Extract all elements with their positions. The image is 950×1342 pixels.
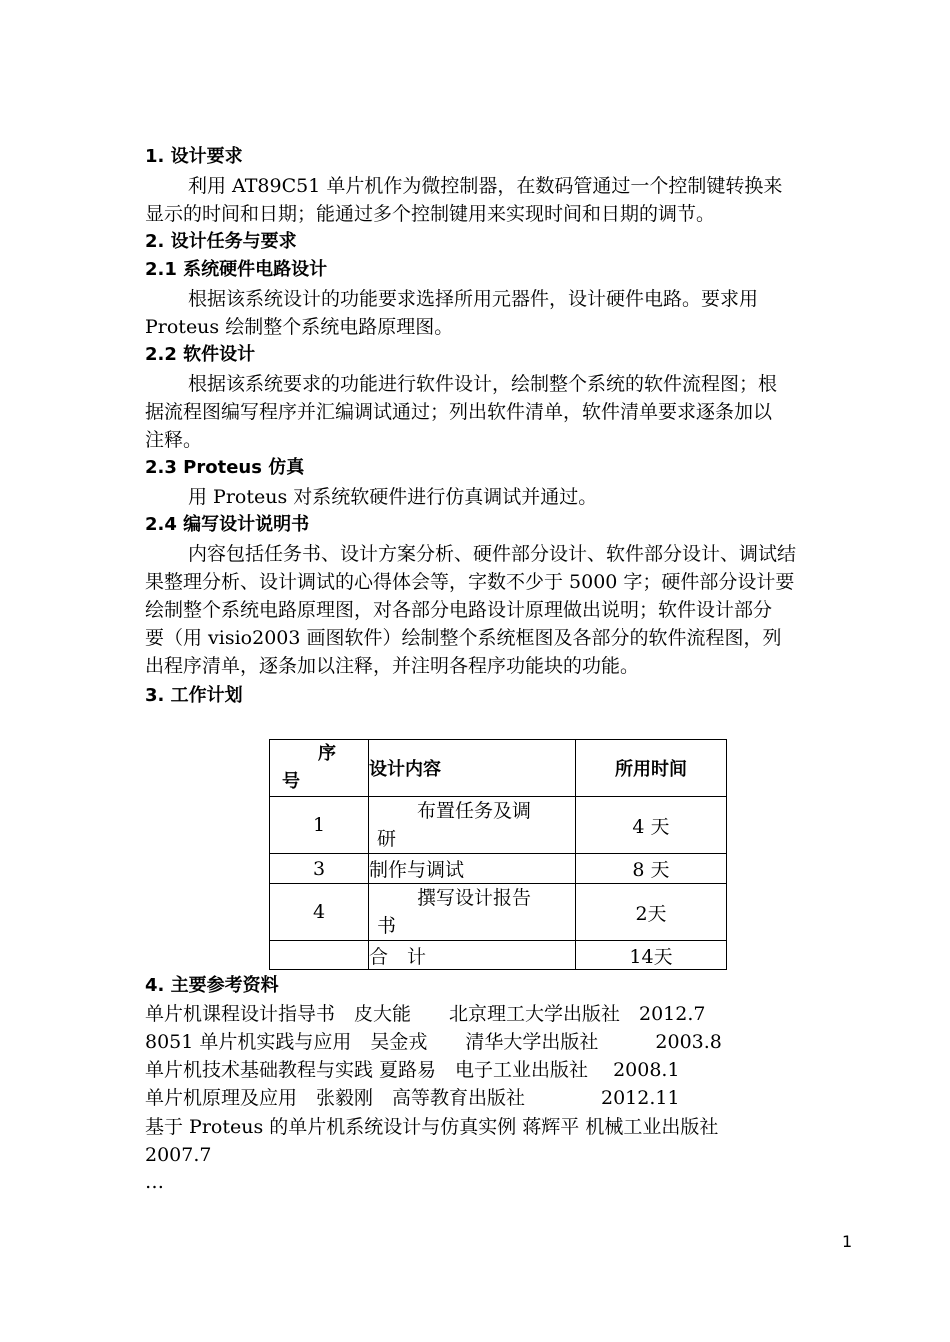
header-no-cell: [270, 740, 369, 797]
row-no-cell: 3: [270, 854, 369, 884]
reference-item: 2007.7: [145, 1144, 212, 1166]
header-no-a: 序: [318, 743, 336, 764]
row-time-cell: 2天: [576, 884, 727, 941]
s1-paragraph-line: 利用 AT89C51 单片机作为微控制器，在数码管通过一个控制键转换来: [188, 175, 783, 197]
row-no-cell: 4: [270, 884, 369, 941]
s22-paragraph-line: 据流程图编写程序并汇编调试通过；列出软件清单，软件清单要求逐条加以: [145, 401, 773, 423]
reference-item: 基于 Proteus 的单片机系统设计与仿真实例 蒋辉平 机械工业出版社: [145, 1116, 719, 1138]
reference-item: 单片机课程设计指导书 皮大能 北京理工大学出版社 2012.7: [145, 1003, 706, 1025]
reference-item: 8051 单片机实践与应用 吴金戎 清华大学出版社 2003.8: [145, 1031, 722, 1053]
s23-title: 2.3 Proteus 仿真: [145, 457, 305, 478]
row-content-a: 布置任务及调: [417, 800, 532, 822]
s1-title: 1. 设计要求: [145, 146, 243, 167]
table-total-row: [270, 941, 727, 970]
s24-paragraph-line: 果整理分析、设计调试的心得体会等，字数不少于 5000 字；硬件部分设计要: [145, 571, 795, 593]
total-label-cell: 合 计: [369, 941, 576, 970]
row-no-cell: 1: [270, 797, 369, 854]
row-time-cell: 8 天: [576, 854, 727, 884]
s23-paragraph-line: 用 Proteus 对系统软硬件进行仿真调试并通过。: [188, 486, 598, 508]
reference-item: 单片机技术基础教程与实践 夏路易 电子工业出版社 2008.1: [145, 1059, 680, 1081]
row-content-cell: [369, 797, 576, 854]
total-empty-cell: [270, 941, 369, 970]
header-content-cell: 设计内容: [369, 740, 576, 797]
s24-paragraph-line: 要（用 visio2003 画图软件）绘制整个系统框图及各部分的软件流程图，列: [145, 627, 782, 649]
row-content-a: 撰写设计报告: [417, 887, 532, 909]
reference-ellipsis: …: [145, 1171, 164, 1193]
table-header-row: [270, 740, 727, 797]
s24-paragraph-line: 内容包括任务书、设计方案分析、硬件部分设计、软件部分设计、调试结: [188, 543, 797, 565]
header-no-b: 号: [282, 771, 300, 792]
work-plan-table: [269, 739, 727, 970]
total-time-cell: 14天: [576, 941, 727, 970]
table-row: [270, 797, 727, 854]
s22-paragraph-line: 根据该系统要求的功能进行软件设计，绘制整个系统的软件流程图；根: [188, 373, 778, 395]
table-row: [270, 884, 727, 941]
row-time-cell: 4 天: [576, 797, 727, 854]
s24-title: 2.4 编写设计说明书: [145, 514, 310, 535]
s21-paragraph-line: Proteus 绘制整个系统电路原理图。: [145, 316, 454, 338]
row-content-cell: [369, 884, 576, 941]
row-content-b: 书: [377, 915, 397, 937]
s2-title: 2. 设计任务与要求: [145, 231, 297, 252]
s24-paragraph-line: 绘制整个系统电路原理图，对各部分电路设计原理做出说明；软件设计部分: [145, 599, 773, 621]
s22-title: 2.2 软件设计: [145, 344, 256, 365]
s21-title: 2.1 系统硬件电路设计: [145, 259, 328, 280]
row-content-b: 研: [377, 828, 397, 850]
s21-paragraph-line: 根据该系统设计的功能要求选择所用元器件，设计硬件电路。要求用: [188, 288, 759, 310]
s24-paragraph-line: 出程序清单，逐条加以注释，并注明各程序功能块的功能。: [145, 655, 640, 677]
row-content-cell: 制作与调试: [369, 854, 576, 884]
header-time-cell: 所用时间: [576, 740, 727, 797]
table-row: [270, 854, 727, 884]
page-number: 1: [842, 1232, 853, 1251]
s22-paragraph-line: 注释。: [145, 429, 203, 451]
s1-paragraph-line: 显示的时间和日期；能通过多个控制键用来实现时间和日期的调节。: [145, 203, 716, 225]
s4-title: 4. 主要参考资料: [145, 975, 279, 996]
reference-item: 单片机原理及应用 张毅刚 高等教育出版社 2012.11: [145, 1087, 680, 1109]
s3-title: 3. 工作计划: [145, 685, 243, 706]
